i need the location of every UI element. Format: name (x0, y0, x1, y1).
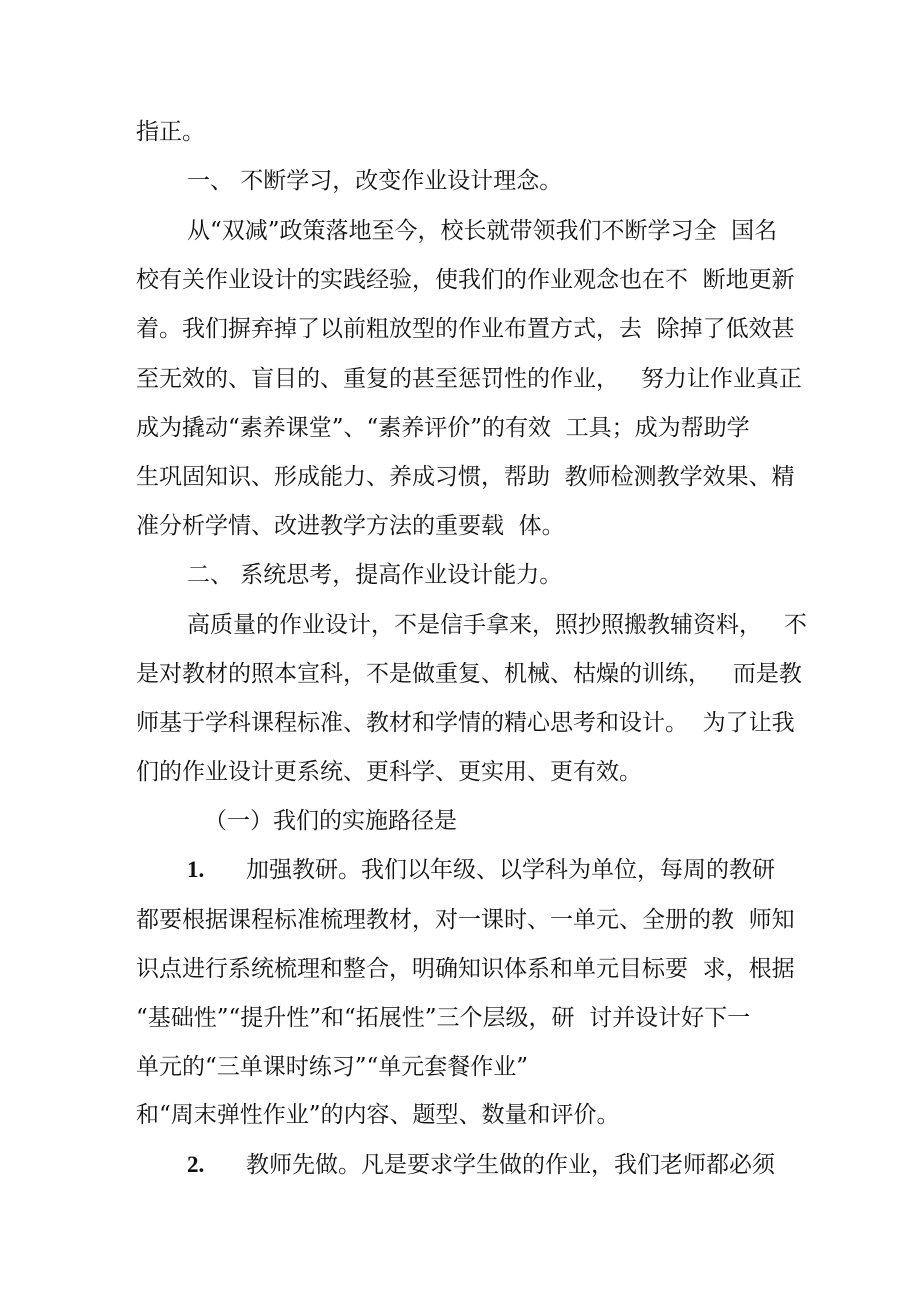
text-line: 是对教材的照本宣科，不是做重复、机械、枯燥的训练， 而是教 (136, 661, 802, 687)
section-heading: 二、 系统思考，提高作业设计能力。 (187, 562, 563, 588)
list-number: 2. (187, 1152, 205, 1177)
list-item-text: 加强教研。我们以年级、以学科为单位，每周的教研 (246, 857, 775, 883)
text-line: 着。我们摒弃掉了以前粗放型的作业布置方式，去 除掉了低效甚 (136, 316, 795, 342)
text-line: 从“双减”政策落地至今，校长就带领我们不断学习全 国名 (187, 218, 778, 244)
text-line: 至无效的、盲目的、重复的甚至惩罚性的作业， 努力让作业真正 (136, 366, 802, 392)
text-line: 准分析学情、改进教学方法的重要载 体。 (136, 513, 565, 539)
text-line: 师基于学科课程标准、教材和学情的精心思考和设计。 为了让我 (136, 710, 795, 736)
text-line: 和“周末弹性作业”的内容、题型、数量和评价。 (136, 1102, 620, 1128)
text-line: 们的作业设计更系统、更科学、更实用、更有效。 (136, 759, 642, 785)
section-heading: 一、 不断学习，改变作业设计理念。 (187, 168, 563, 194)
text-line: 成为撬动“素养课堂”、“素养评价”的有效 工具；成为帮助学 (136, 415, 750, 441)
text-line: 高质量的作业设计，不是信手拿来，照抄照搬教辅资料， 不 (187, 612, 807, 638)
list-item-text: 教师先做。凡是要求学生做的作业，我们老师都必须 (246, 1152, 775, 1178)
text-line: “基础性”“提升性”和“拓展性”三个层级，研 讨并设计好下一 (136, 1005, 751, 1031)
text-line: 校有关作业设计的实践经验，使我们的作业观念也在不 断地更新 (136, 267, 795, 293)
text-line: 识点进行系统梳理和整合，明确知识体系和单元目标要 求，根据 (136, 956, 795, 982)
text-line: 指正。 (136, 119, 205, 145)
subsection-heading: （一）我们的实施路径是 (204, 808, 457, 834)
text-line: 生巩固知识、形成能力、养成习惯，帮助 教师检测教学效果、精 (136, 464, 795, 490)
list-number: 1. (187, 857, 205, 882)
text-line: 单元的“三单课时练习”“单元套餐作业” (136, 1054, 529, 1080)
text-line: 都要根据课程标准梳理教材，对一课时、一单元、全册的教 师知 (136, 907, 795, 933)
